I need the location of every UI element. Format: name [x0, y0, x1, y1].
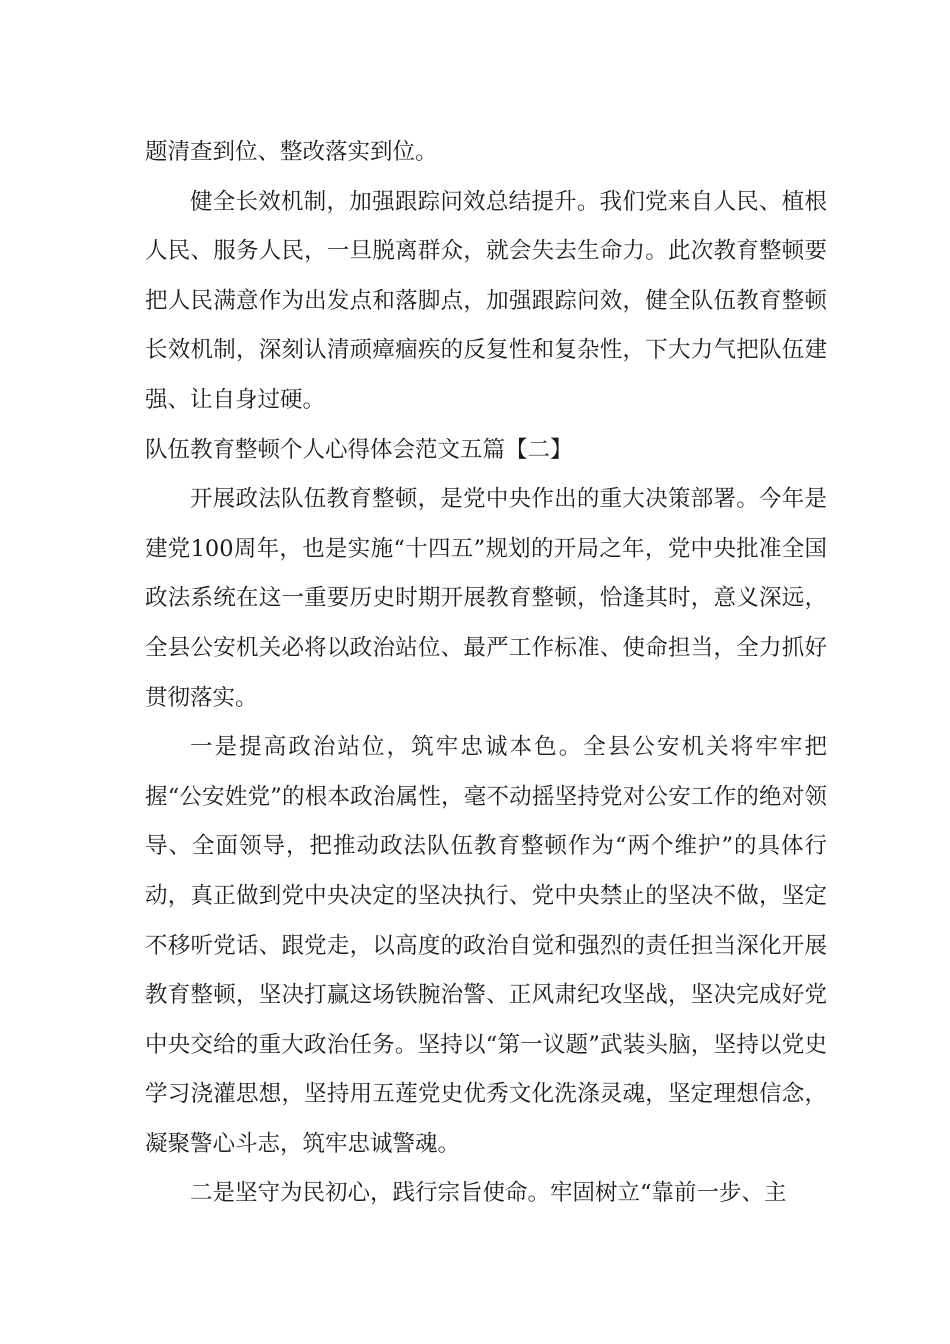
paragraph-long-term-mechanism: 健全长效机制，加强跟踪问效总结提升。我们党来自人民、植根人民、服务人民，一旦脱离群众，就会失去生命力。此次教育整顿要把人民满意作为出发点和落脚点，加强跟踪问效，健全队伍教育整顿长效机制，深刻认清顽瘴痼疾的反复性和复杂性，下大力气把队伍建强、让自身过硬。: [145, 188, 827, 413]
paragraph-point-two: 二是坚守为民初心，践行宗旨使命。牢固树立“靠前一步、主: [190, 1180, 787, 1207]
paragraph-continuation: 题清查到位、整改落实到位。: [145, 139, 438, 165]
document-body: [145, 128, 827, 1219]
paragraph-introduction: 开展政法队伍教育整顿，是党中央作出的重大决策部署。今年是建党100周年，也是实施“十四五”规划的开局之年，党中央批准全国政法系统在这一重要历史时期开展教育整顿，恰逢其时，意义深远，全县公安机关必将以政治站位、最严工作标准、使命担当，全力抓好贯彻落实。: [145, 486, 827, 711]
section-heading: 队伍教育整顿个人心得体会范文五篇【二】: [145, 436, 573, 463]
paragraph-point-one: 一是提高政治站位，筑牢忠诚本色。全县公安机关将牢牢把握“公安姓党”的根本政治属性，毫不动摇坚持党对公安工作的绝对领导、全面领导，把推动政法队伍教育整顿作为“两个维护”的具体行动，真正做到党中央决定的坚决执行、党中央禁止的坚决不做，坚定不移听党话、跟党走，以高度的政治自觉和强烈的责任担当深化开展教育整顿，坚决打赢这场铁腕治警、正风肃纪攻坚战，坚决完成好党中央交给的重大政治任务。坚持以“第一议题”武装头脑，坚持以党史学习浇灌思想，坚持用五莲党史优秀文化洗涤灵魂，坚定理想信念，凝聚警心斗志，筑牢忠诚警魂。: [145, 734, 827, 1157]
